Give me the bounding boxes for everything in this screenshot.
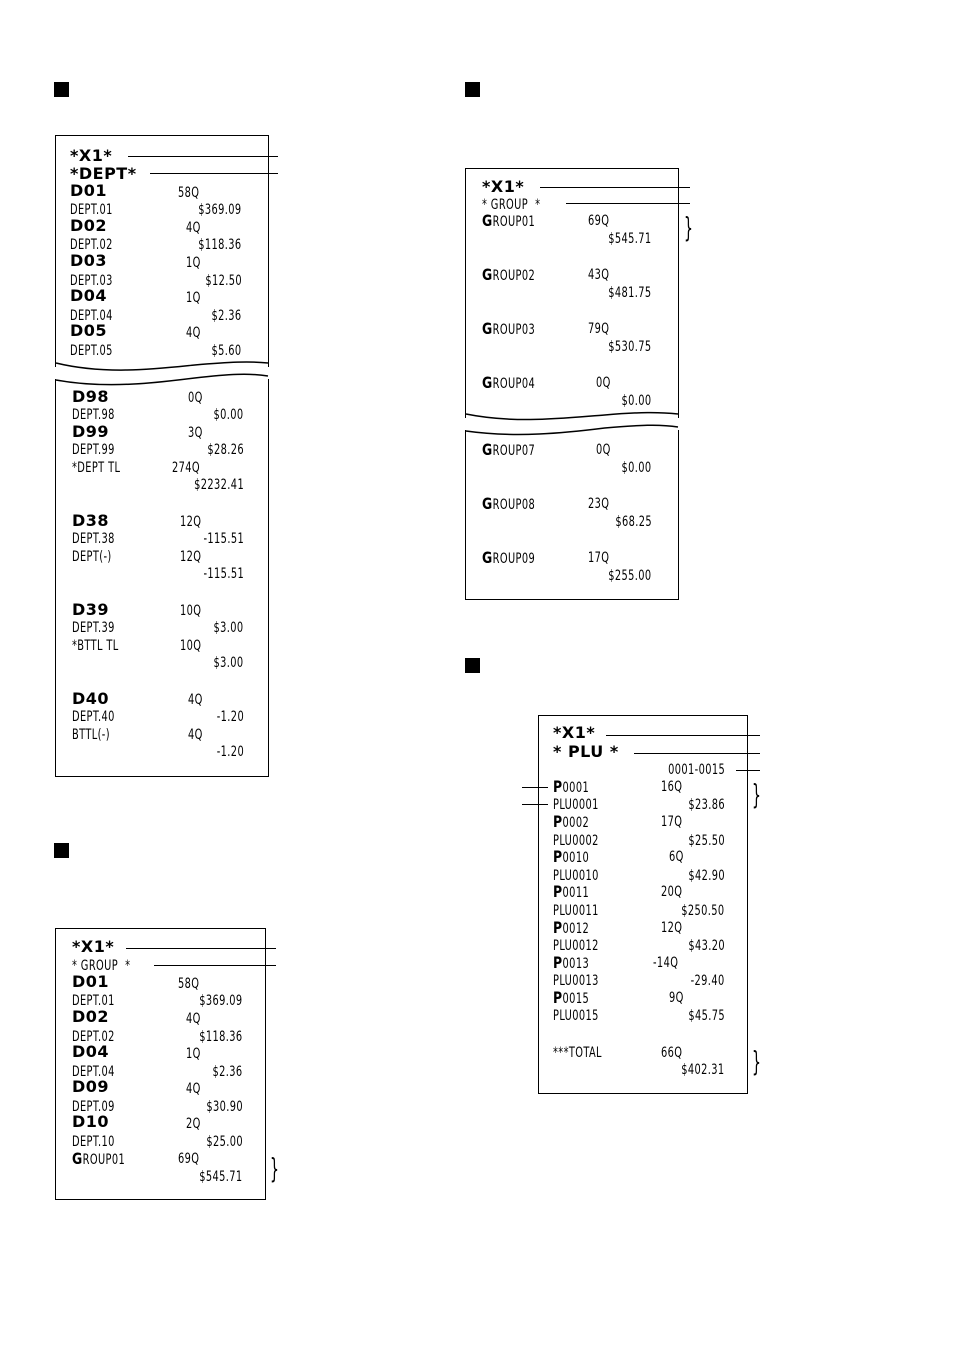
- dept-name: DEPT.01: [70, 202, 113, 218]
- plu-qty: 20Q: [661, 884, 683, 900]
- dept-code: D10: [72, 1112, 110, 1131]
- dept-code: D04: [72, 1042, 110, 1061]
- plu-code-line: [553, 920, 589, 937]
- callout-line: [126, 948, 276, 949]
- dept-amount: $0.00: [213, 407, 244, 423]
- plu-subtitle: * PLU *: [553, 742, 619, 761]
- dept-qty: 4Q: [186, 220, 201, 236]
- section-marker-dept: [54, 82, 69, 97]
- group-line: [72, 1151, 125, 1168]
- dept-name: DEPT.09: [72, 1099, 115, 1115]
- group-qty: 79Q: [588, 321, 610, 337]
- plu-code: 0002: [562, 815, 590, 831]
- plu-code-line: [553, 779, 589, 796]
- group-dept-receipt: [55, 928, 266, 1200]
- plu-code: 0013: [562, 956, 590, 972]
- group-dept-subtitle: * GROUP *: [72, 958, 131, 974]
- plu-name: PLU0002: [553, 833, 599, 849]
- dept-qty: 1Q: [186, 290, 201, 306]
- plu-code: 0001: [562, 780, 590, 796]
- group-amount: $68.25: [615, 514, 652, 530]
- group-g-letter: G: [482, 373, 493, 392]
- plu-code: 0012: [562, 921, 590, 937]
- plu-amount: $45.75: [688, 1008, 725, 1024]
- callout-line: [522, 804, 548, 805]
- plu-range: 0001-0015: [667, 762, 725, 778]
- dept-code: D40: [72, 689, 110, 708]
- plu-receipt: [538, 715, 748, 1094]
- plu-qty: 16Q: [661, 779, 683, 795]
- dept-amount: $5.60: [211, 343, 242, 359]
- group-line: [482, 442, 535, 459]
- brace-mark: }: [752, 778, 761, 811]
- group-line: [482, 375, 535, 392]
- group-qty: 0Q: [596, 442, 611, 458]
- group-receipt-part1: [465, 168, 679, 418]
- plu-p-letter: P: [553, 882, 563, 901]
- plu-code-line: [553, 849, 589, 866]
- section-marker-plu: [465, 658, 480, 673]
- group-line: [482, 321, 535, 338]
- dept-name: DEPT.40: [72, 709, 115, 725]
- dept-qty: 3Q: [188, 425, 203, 441]
- dept-amount: $25.00: [206, 1134, 243, 1150]
- plu-amount: $43.20: [688, 938, 725, 954]
- group-name: ROUP02: [492, 268, 536, 284]
- group-g-letter: G: [72, 1149, 83, 1168]
- group-qty: 43Q: [588, 267, 610, 283]
- brace-mark: }: [270, 1152, 279, 1185]
- group-amount: $0.00: [621, 393, 652, 409]
- dept-code: D99: [72, 422, 110, 441]
- plu-total-qty: 66Q: [661, 1045, 683, 1061]
- group-line: [482, 550, 535, 567]
- group-g-letter: G: [482, 319, 493, 338]
- plu-code: 0010: [562, 850, 590, 866]
- dept-qty: 4Q: [186, 325, 201, 341]
- dept-minus-label: DEPT(-): [72, 549, 112, 565]
- plu-total-amount: $402.31: [681, 1062, 725, 1078]
- dept-code: D02: [72, 1007, 110, 1026]
- group-receipt-part2: [465, 430, 679, 600]
- dept-total-amount: $2232.41: [194, 477, 244, 493]
- group-g-letter: G: [482, 440, 493, 459]
- plu-name: PLU0013: [553, 973, 599, 989]
- dept-receipt-part1: [55, 135, 269, 367]
- dept-name: DEPT.02: [72, 1029, 115, 1045]
- dept-name: DEPT.04: [70, 308, 113, 324]
- brace-mark: }: [752, 1045, 761, 1078]
- group-line: [482, 213, 535, 230]
- group-qty: 23Q: [588, 496, 610, 512]
- dept-qty: 58Q: [178, 185, 200, 201]
- plu-title: *X1*: [553, 723, 596, 742]
- bttl-minus-amount: -1.20: [216, 744, 244, 760]
- plu-qty: 17Q: [661, 814, 683, 830]
- dept-code: D02: [70, 216, 108, 235]
- dept-amount: $12.50: [205, 273, 242, 289]
- dept-qty: 12Q: [180, 514, 202, 530]
- group-line: [482, 267, 535, 284]
- group-amount: $0.00: [621, 460, 652, 476]
- bttl-total-label: *BTTL TL: [72, 638, 119, 654]
- dept-receipt-part2: [55, 379, 269, 777]
- dept-qty: 4Q: [188, 692, 203, 708]
- callout-line: [540, 187, 690, 188]
- dept-qty: 4Q: [186, 1011, 201, 1027]
- callout-line: [522, 787, 548, 788]
- dept-subtitle: *DEPT*: [70, 164, 137, 183]
- callout-line: [128, 156, 278, 157]
- callout-line: [566, 203, 690, 204]
- plu-total-label: ***TOTAL: [553, 1045, 602, 1061]
- dept-qty: 0Q: [188, 390, 203, 406]
- plu-p-letter: P: [553, 847, 563, 866]
- plu-qty: -14Q: [653, 955, 679, 971]
- group-amount: $545.71: [608, 231, 652, 247]
- dept-name: DEPT.03: [70, 273, 113, 289]
- bttl-minus-qty: 4Q: [188, 727, 203, 743]
- plu-p-letter: P: [553, 953, 563, 972]
- bttl-minus-label: BTTL(-): [72, 727, 110, 743]
- brace-mark: }: [684, 211, 693, 244]
- dept-amount: $28.26: [207, 442, 244, 458]
- plu-p-letter: P: [553, 812, 563, 831]
- dept-name: DEPT.10: [72, 1134, 115, 1150]
- dept-total-qty: 274Q: [172, 460, 201, 476]
- group-amount: $481.75: [608, 285, 652, 301]
- dept-code: D03: [70, 251, 108, 270]
- dept-amount: -115.51: [203, 531, 244, 547]
- plu-qty: 6Q: [669, 849, 684, 865]
- dept-title: *X1*: [70, 146, 113, 165]
- dept-name: DEPT.04: [72, 1064, 115, 1080]
- group-amount: $545.71: [199, 1169, 243, 1185]
- dept-minus-qty: 12Q: [180, 549, 202, 565]
- group-g-letter: G: [482, 548, 493, 567]
- plu-name: PLU0015: [553, 1008, 599, 1024]
- dept-amount: $369.09: [199, 993, 243, 1009]
- group-title: *X1*: [482, 177, 525, 196]
- dept-qty: 2Q: [186, 1116, 201, 1132]
- group-name: ROUP01: [492, 214, 536, 230]
- group-name: ROUP01: [82, 1152, 126, 1168]
- callout-line: [736, 770, 760, 771]
- plu-p-letter: P: [553, 777, 563, 796]
- group-name: ROUP07: [492, 443, 536, 459]
- bttl-total-qty: 10Q: [180, 638, 202, 654]
- dept-amount: $3.00: [213, 620, 244, 636]
- group-qty: 69Q: [588, 213, 610, 229]
- callout-line: [634, 753, 760, 754]
- plu-amount: -29.40: [690, 973, 725, 989]
- dept-total-label: *DEPT TL: [72, 460, 121, 476]
- dept-name: DEPT.01: [72, 993, 115, 1009]
- plu-name: PLU0012: [553, 938, 599, 954]
- plu-name: PLU0010: [553, 868, 599, 884]
- callout-line: [154, 965, 276, 966]
- dept-code: D98: [72, 387, 110, 406]
- dept-code: D38: [72, 511, 110, 530]
- group-name: ROUP09: [492, 551, 536, 567]
- plu-amount: $42.90: [688, 868, 725, 884]
- plu-amount: $250.50: [681, 903, 725, 919]
- group-amount: $255.00: [608, 568, 652, 584]
- dept-qty: 4Q: [186, 1081, 201, 1097]
- plu-p-letter: P: [553, 988, 563, 1007]
- group-dept-title: *X1*: [72, 937, 115, 956]
- group-g-letter: G: [482, 211, 493, 230]
- dept-name: DEPT.98: [72, 407, 115, 423]
- plu-name: PLU0001: [553, 797, 599, 813]
- dept-qty: 10Q: [180, 603, 202, 619]
- bttl-total-amount: $3.00: [213, 655, 244, 671]
- callout-line: [606, 735, 760, 736]
- dept-code: D04: [70, 286, 108, 305]
- dept-name: DEPT.02: [70, 237, 113, 253]
- dept-amount: $118.36: [199, 1029, 243, 1045]
- group-qty: 0Q: [596, 375, 611, 391]
- section-marker-group: [465, 82, 480, 97]
- callout-line: [150, 173, 278, 174]
- plu-code: 0011: [562, 885, 590, 901]
- dept-qty: 1Q: [186, 255, 201, 271]
- group-amount: $530.75: [608, 339, 652, 355]
- dept-code: D05: [70, 321, 108, 340]
- group-name: ROUP08: [492, 497, 536, 513]
- dept-code: D39: [72, 600, 110, 619]
- dept-amount: -1.20: [216, 709, 244, 725]
- dept-code: D01: [72, 972, 110, 991]
- plu-qty: 9Q: [669, 990, 684, 1006]
- plu-name: PLU0011: [553, 903, 599, 919]
- dept-qty: 58Q: [178, 976, 200, 992]
- plu-p-letter: P: [553, 918, 563, 937]
- plu-code: 0015: [562, 991, 590, 1007]
- plu-code-line: [553, 955, 589, 972]
- group-g-letter: G: [482, 494, 493, 513]
- dept-amount: $2.36: [212, 1064, 243, 1080]
- group-name: ROUP04: [492, 376, 536, 392]
- dept-code: D01: [70, 181, 108, 200]
- section-marker-group-dept: [54, 843, 69, 858]
- dept-amount: $118.36: [198, 237, 242, 253]
- group-qty: 69Q: [178, 1151, 200, 1167]
- group-qty: 17Q: [588, 550, 610, 566]
- plu-code-line: [553, 990, 589, 1007]
- dept-name: DEPT.05: [70, 343, 113, 359]
- dept-minus-amount: -115.51: [203, 566, 244, 582]
- plu-amount: $23.86: [688, 797, 725, 813]
- dept-name: DEPT.99: [72, 442, 115, 458]
- group-g-letter: G: [482, 265, 493, 284]
- group-line: [482, 496, 535, 513]
- dept-amount: $2.36: [211, 308, 242, 324]
- plu-code-line: [553, 814, 589, 831]
- dept-code: D09: [72, 1077, 110, 1096]
- plu-amount: $25.50: [688, 833, 725, 849]
- dept-amount: $30.90: [206, 1099, 243, 1115]
- plu-qty: 12Q: [661, 920, 683, 936]
- dept-name: DEPT.38: [72, 531, 115, 547]
- plu-code-line: [553, 884, 589, 901]
- dept-name: DEPT.39: [72, 620, 115, 636]
- dept-amount: $369.09: [198, 202, 242, 218]
- dept-qty: 1Q: [186, 1046, 201, 1062]
- group-name: ROUP03: [492, 322, 536, 338]
- group-subtitle: * GROUP *: [482, 197, 541, 213]
